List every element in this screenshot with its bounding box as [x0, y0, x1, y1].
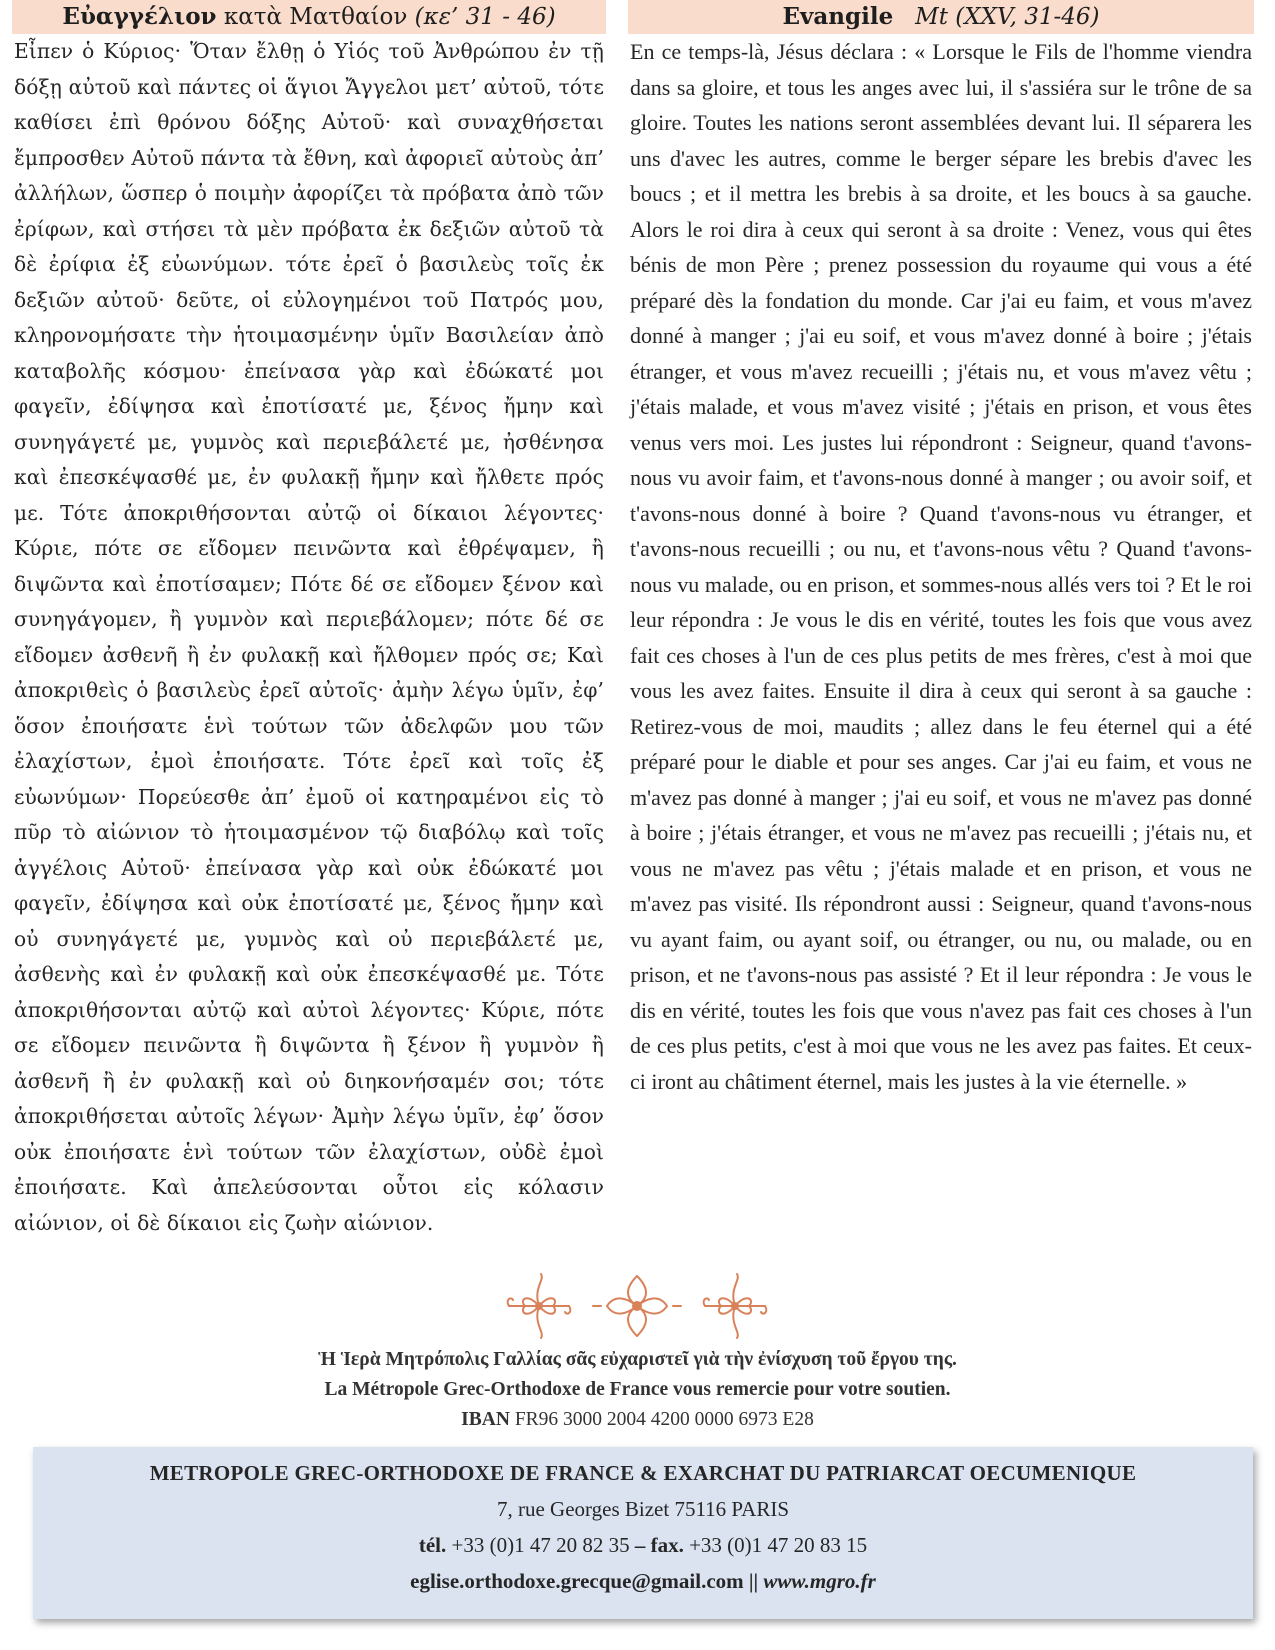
french-gospel-text: En ce temps-là, Jésus déclara : « Lorsque le Fils de l'homme viendra dans sa gloire, et tous les anges avec lui, il s'assiéra sur le trône de sa gloire. Toutes les nations seront assemblées devant lui. Il séparera les uns d'avec les autres, comme le berger sépare les brebis d'avec les boucs ; et il mettra les brebis à sa droite, et les boucs à sa gauche. Alors le roi dira à ceux qui seront à sa droite : Venez, vous qui êtes bénis de mon Père ; prenez possession du royaume qui vous a été préparé dès la fondation du monde. Car j'ai eu faim, et vous m'avez donné à manger ; j'ai eu soif, et vous m'avez donné à boire ; j'étais étranger, et vous m'avez recueilli ; j'étais nu, et vous m'avez vêtu ; j'étais malade, et vous m'avez visité ; j'étais en prison, et vous êtes venus vers moi. Les justes lui répondront : Seigneur, quand t'avons-nous vu avoir faim, et t'avons-nous donné à manger ; ou avoir soif, et t'avons-nous donné à boire ? Quand t'avons-nous vu étranger, et t'avons-nous recueilli ; ou nu, et t'avons-nous vêtu ? Quand t'avons-nous vu malade, ou en prison, et sommes-nous allés vers toi ? Et le roi leur répondra : Je vous le dis en vérité, toutes les fois que vous avez fait ces choses à l'un de ces plus petits de mes frères, c'est à moi que vous les avez faites. Ensuite il dira à ceux qui seront à sa gauche : Retirez-vous de moi, maudits ; allez dans le feu éternel qui a été préparé pour le diable et pour ses anges. Car j'ai eu faim, et vous ne m'avez pas donné à manger ; j'ai eu soif, et vous ne m'avez pas donné à boire ; j'étais étranger, et vous ne m'avez pas recueilli ; j'étais nu, et vous ne m'avez pas vêtu ; j'étais malade et en prison, et vous ne m'avez pas visité. Ils répondront aussi : Seigneur, quand t'avons-nous vu ayant faim, ou ayant soif, ou étranger, ou nu, ou malade, ou en prison, et ne t'avons-nous pas assisté ? Et il leur répondra : Je vous le dis en vérité, toutes les fois que vous n'avez pas fait ces choses à l'un de ces plus petits, c'est à moi que vous ne les avez pas faites. Et ceux-ci iront au châtiment éternel, mais les justes à la vie éternelle. »	[630, 39, 1252, 1094]
iban-label: IBAN	[461, 1409, 510, 1430]
contact-divider: ||	[748, 1569, 759, 1593]
tel-value: +33 (0)1 47 20 82 35	[451, 1533, 630, 1557]
ornament-divider	[497, 1270, 777, 1342]
french-column	[628, 0, 1254, 1099]
tel-label: tél.	[418, 1533, 447, 1557]
french-header-title: Evangile	[782, 3, 894, 30]
ornament-right-icon	[704, 1274, 767, 1338]
iban-value: FR96 3000 2004 4200 0000 6973 E28	[514, 1409, 814, 1430]
ornament-center-icon	[593, 1276, 681, 1336]
phone-fax-separator: –	[634, 1533, 646, 1557]
greek-header-reference: (κε’ 31 - 46)	[414, 4, 556, 30]
footer-organization: METROPOLE GREC-ORTHODOXE DE FRANCE & EXARCHAT DU PATRIARCAT OECUMENIQUE	[149, 1461, 1137, 1485]
website-link[interactable]: www.mgro.fr	[763, 1569, 876, 1593]
iban-line	[0, 1409, 1275, 1431]
greek-header	[12, 0, 606, 34]
thanks-french: La Métropole Grec-Orthodoxe de France vous remercie pour votre soutien.	[324, 1379, 951, 1400]
greek-header-title: Εὐαγγέλιον	[62, 3, 217, 30]
greek-column	[12, 0, 606, 1241]
french-header	[628, 0, 1254, 34]
ornament-left-icon	[508, 1274, 571, 1338]
fax-label: fax.	[650, 1533, 684, 1557]
contact-footer	[33, 1447, 1253, 1619]
greek-header-subtitle: κατὰ Ματθαίον	[223, 4, 408, 30]
french-header-reference: Mt (XXV, 31-46)	[915, 4, 1100, 30]
footer-phone-fax	[33, 1533, 1253, 1558]
fax-value: +33 (0)1 47 20 83 15	[689, 1533, 868, 1557]
greek-gospel-text: Εἶπεν ὁ Κύριος· Ὅταν ἔλθῃ ὁ Υἱός τοῦ Ἀνθρώπου ἐν τῇ δόξῃ αὐτοῦ καὶ πάντες οἱ ἅγιοι Ἄγγελοι μετ’ αὐτοῦ, τότε καθίσει ἐπὶ θρόνου δόξης Αὐτοῦ· καὶ συναχθήσεται ἔμπροσθεν Αὐτοῦ πάντα τὰ ἔθνη, καὶ ἀφοριεῖ αὐτοὺς ἀπ’ ἀλλήλων, ὥσπερ ὁ ποιμὴν ἀφορίζει τὰ πρόβατα ἀπὸ τῶν ἐρίφων, καὶ στήσει τὰ μὲν πρόβατα ἐκ δεξιῶν αὐτοῦ τὰ δὲ ἐρίφια ἐξ εὐωνύμων. τότε ἐρεῖ ὁ βασιλεὺς τοῖς ἐκ δεξιῶν αὐτοῦ· δεῦτε, οἱ εὐλογημένοι τοῦ Πατρός μου, κληρονομήσατε τὴν ἡτοιμασμένην ὑμῖν Βασιλείαν ἀπὸ καταβολῆς κόσμου· ἐπείνασα γὰρ καὶ ἐδώκατέ μοι φαγεῖν, ἐδίψησα καὶ ἐποτίσατέ με, ξένος ἤμην καὶ συνηγάγετέ με, γυμνὸς καὶ περιεβάλετέ με, ἠσθένησα καὶ ἐπεσκέψασθέ με, ἐν φυλακῇ ἤμην καὶ ἤλθετε πρός με. Τότε ἀποκριθήσονται αὐτῷ οἱ δίκαιοι λέγοντες· Κύριε, πότε σε εἴδομεν πεινῶντα καὶ ἐθρέψαμεν, ἢ διψῶντα καὶ ἐποτίσαμεν; Πότε δέ σε εἴδομεν ξένον καὶ συνηγάγομεν, ἢ γυμνὸν καὶ περιεβάλομεν; πότε δέ σε εἴδομεν ἀσθενῆ ἢ ἐν φυλακῇ καὶ ἤλθομεν πρός σε; Καὶ ἀποκριθεὶς ὁ βασιλεὺς ἐρεῖ αὐτοῖς· ἀμὴν λέγω ὑμῖν, ἐφ’ ὅσον ἐποιήσατε ἑνὶ τούτων τῶν ἀδελφῶν μου τῶν ἐλαχίστων, ἐμοὶ ἐποιήσατε. Τότε ἐρεῖ καὶ τοῖς ἐξ εὐωνύμων· Πορεύεσθε ἀπ’ ἐμοῦ οἱ κατηραμένοι εἰς τὸ πῦρ τὸ αἰώνιον τὸ ἡτοιμασμένον τῷ διαβόλῳ καὶ τοῖς ἀγγέλοις Αὐτοῦ· ἐπείνασα γὰρ καὶ οὐκ ἐδώκατέ μοι φαγεῖν, ἐδίψησα καὶ οὐκ ἐποτίσατέ με, ξένος ἤμην καὶ οὐ συνηγάγετέ με, γυμνὸς καὶ οὐ περιεβάλετέ με, ἀσθενὴς καὶ ἐν φυλακῇ καὶ οὐκ ἐπεσκέψασθέ με. Τότε ἀποκριθήσονται αὐτῷ καὶ αὐτοὶ λέγοντες· Κύριε, πότε σε εἴδομεν πεινῶντα ἢ διψῶντα ἢ ξένον ἢ γυμνὸν ἢ ἀσθενῆ ἢ ἐν φυλακῇ καὶ οὐ διηκονήσαμέν σοι; τότε ἀποκριθήσεται αὐτοῖς λέγων· Ἀμὴν λέγω ὑμῖν, ἐφ’ ὅσον οὐκ ἐποιήσατε ἑνὶ τούτων τῶν ἐλαχίστων, οὐδὲ ἐμοὶ ἐποιήσατε. Καὶ ἀπελεύσονται οὗτοι εἰς κόλασιν αἰώνιον, οἱ δὲ δίκαιοι εἰς ζωὴν αἰώνιον.	[14, 39, 604, 1235]
footer-contact	[33, 1569, 1253, 1594]
email-link[interactable]: eglise.orthodoxe.grecque@gmail.com	[410, 1569, 744, 1593]
thanks-greek: Ἡ Ἱερὰ Μητρόπολις Γαλλίας σᾶς εὐχαριστεῖ γιὰ τὴν ἐνίσχυση τοῦ ἔργου της.	[318, 1349, 957, 1370]
footer-address: 7, rue Georges Bizet 75116 PARIS	[496, 1497, 790, 1521]
